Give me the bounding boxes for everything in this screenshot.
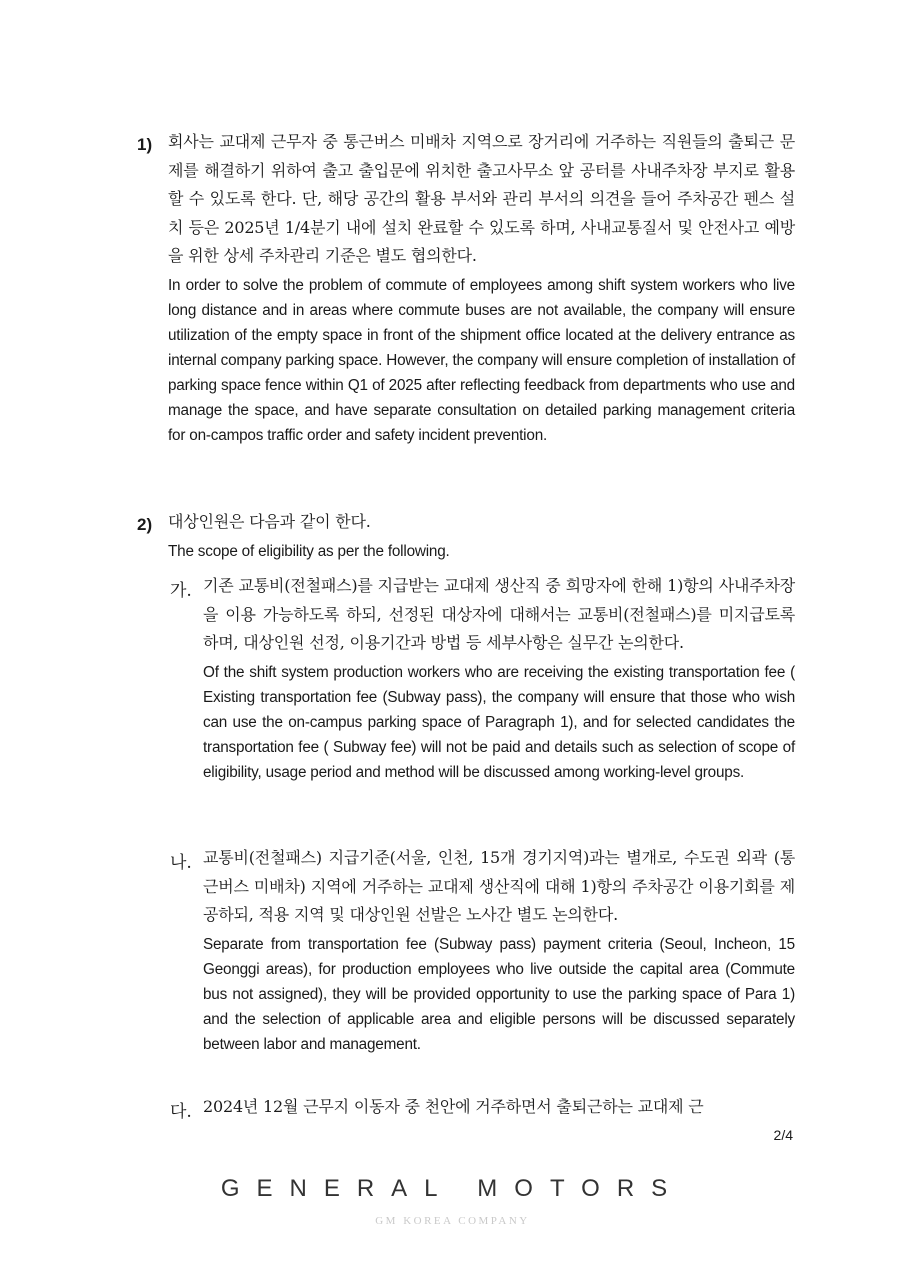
subitem-ga (203, 572, 795, 785)
subitem-da (203, 1093, 803, 1122)
subitem-na-marker: 나. (170, 853, 192, 873)
section-2-number: 2) (137, 515, 153, 534)
section-2 (168, 508, 795, 564)
gm-korea-subtext: GM KOREA COMPANY (375, 1215, 530, 1227)
subitem-na-english-text: Separate from transportation fee (Subway pass) payment criteria (Seoul, Incheon, 15 Geonggi areas), for production employees who live outside the capital area (Commute bus not assigned), they will be provided opportunity to use the parking space of Para 1) and the selection of applicable area and eligible persons will be discussed separately between labor and management. (203, 935, 795, 1053)
general-motors-logo: GENERAL MOTORS (220, 1175, 685, 1202)
section-2-korean-text: 대상인원은 다음과 같이 한다. (168, 512, 371, 531)
subitem-ga-english-text: Of the shift system production workers who are receiving the existing transportation fee ( Existing transportation fee (Subway pass), the company will ensure that those who wish can use the on-campus parking space of Paragraph 1), and for selected candidates the transportation fee ( Subway fee) will not be paid and details such as selection of scope of eligibility, usage period and method will be discussed among working-level groups. (203, 663, 795, 781)
subitem-da-korean-text: 2024년 12월 근무지 이동자 중 천안에 거주하면서 출퇴근하는 교대제 근 (203, 1097, 704, 1116)
subitem-ga-korean-text: 기존 교통비(전철패스)를 지급받는 교대제 생산직 중 희망자에 한해 1)항의 사내주차장을 이용 가능하도록 하되, 선정된 대상자에 대해서는 교통비(전철패스)를 미지급토록 하며, 대상인원 선정, 이용기간과 방법 등 세부사항은 실무간 논의한다. (203, 576, 795, 652)
subitem-na-korean-text: 교통비(전철패스) 지급기준(서울, 인천, 15개 경기지역)과는 별개로, 수도권 외곽 (통근버스 미배차) 지역에 거주하는 교대제 생산직에 대해 1)항의 주차공간 이용기회를 제공하되, 적용 지역 및 대상인원 선발은 노사간 별도 논의한다. (203, 848, 795, 924)
section-1-number: 1) (137, 135, 153, 154)
section-1-korean-text: 회사는 교대제 근무자 중 통근버스 미배차 지역으로 장거리에 거주하는 직원들의 출퇴근 문제를 해결하기 위하여 출고 출입문에 위치한 출고사무소 앞 공터를 사내주차장 부지로 활용할 수 있도록 한다. 단, 해당 공간의 활용 부서와 관리 부서의 의견을 들어 주차공간 펜스 설치 등은 2025년 1/4분기 내에 설치 완료할 수 있도록 하며, 사내교통질서 및 안전사고 예방을 위한 상세 주차관리 기준은 별도 협의한다. (168, 132, 795, 265)
section-1 (168, 128, 795, 448)
page-number: 2/4 (773, 1127, 793, 1143)
section-1-english-text: In order to solve the problem of commute of employees among shift system workers who live long distance and in areas where commute buses are not available, the company will ensure utilization of the empty space in front of the shipment office located at the delivery entrance as internal company parking space. However, the company will ensure completion of installation of parking space fence within Q1 of 2025 after reflecting feedback from departments who use and manage the space, and have separate consultation on detailed parking management criteria for on-campos traffic order and safety incident prevention. (168, 276, 795, 444)
section-2-english-text: The scope of eligibility as per the following. (168, 542, 450, 560)
subitem-na (203, 844, 795, 1057)
subitem-ga-marker: 가. (170, 581, 192, 601)
subitem-da-marker: 다. (170, 1102, 192, 1122)
